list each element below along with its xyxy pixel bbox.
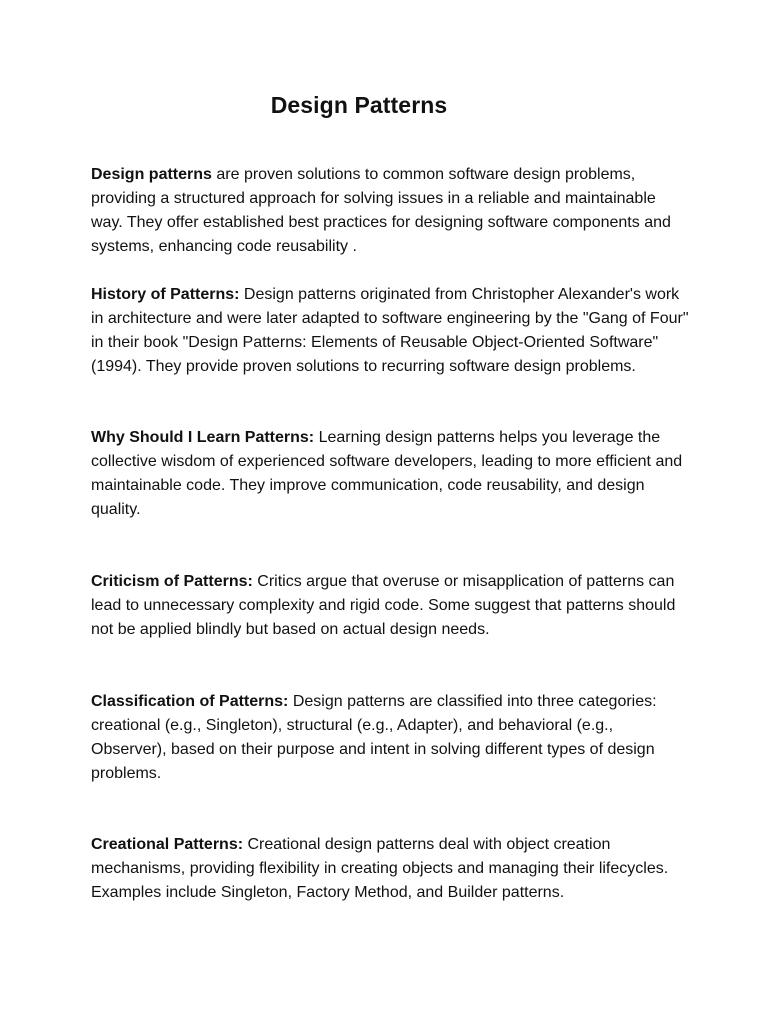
paragraph-body: are proven solutions to common software design problems, providing a structured approach for solving issues in a reliable and maintainable way. They offer established best practices for designing software components and systems, enhancing code reusability . (91, 166, 671, 255)
paragraph-criticism (91, 570, 691, 642)
paragraph-lead: Criticism of Patterns: (91, 573, 253, 590)
paragraph-creational (91, 833, 691, 905)
paragraph-lead: Creational Patterns: (91, 836, 244, 853)
paragraph-body: Creational design patterns deal with object creation mechanisms, providing flexibility in creating objects and managing their lifecycles. Examples include Singleton, Factory Method, and Builder patterns. (91, 836, 669, 901)
paragraph-lead: Classification of Patterns: (91, 693, 289, 710)
paragraph-lead: History of Patterns: (91, 286, 240, 303)
paragraph-body: Critics argue that overuse or misapplication of patterns can lead to unnecessary complexity and rigid code. Some suggest that patterns should not be applied blindly but based on actual design needs. (91, 573, 676, 638)
paragraph-body: Design patterns originated from Christopher Alexander's work in architecture and were later adapted to software engineering by the "Gang of Four" in their book "Design Patterns: Elements of Reusable Object-Oriented Software" (1994). They provide proven solutions to recurring software design problems. (91, 286, 689, 375)
paragraph-body: Learning design patterns helps you leverage the collective wisdom of experienced software developers, leading to more efficient and maintainable code. They improve communication, code reusability, and design quality. (91, 429, 683, 518)
paragraph-lead: Why Should I Learn Patterns: (91, 429, 315, 446)
paragraph-why-learn (91, 426, 691, 522)
paragraph-lead: Design patterns (91, 166, 212, 183)
document-title: Design Patterns (270, 92, 448, 118)
paragraph-body: Design patterns are classified into three categories: creational (e.g., Singleton), structural (e.g., Adapter), and behavioral (e.g., Observer), based on their purpose and intent in solving different types of design problems. (91, 693, 657, 782)
paragraph-history (91, 283, 691, 379)
paragraph-design-patterns (91, 163, 691, 259)
paragraph-classification (91, 690, 691, 786)
